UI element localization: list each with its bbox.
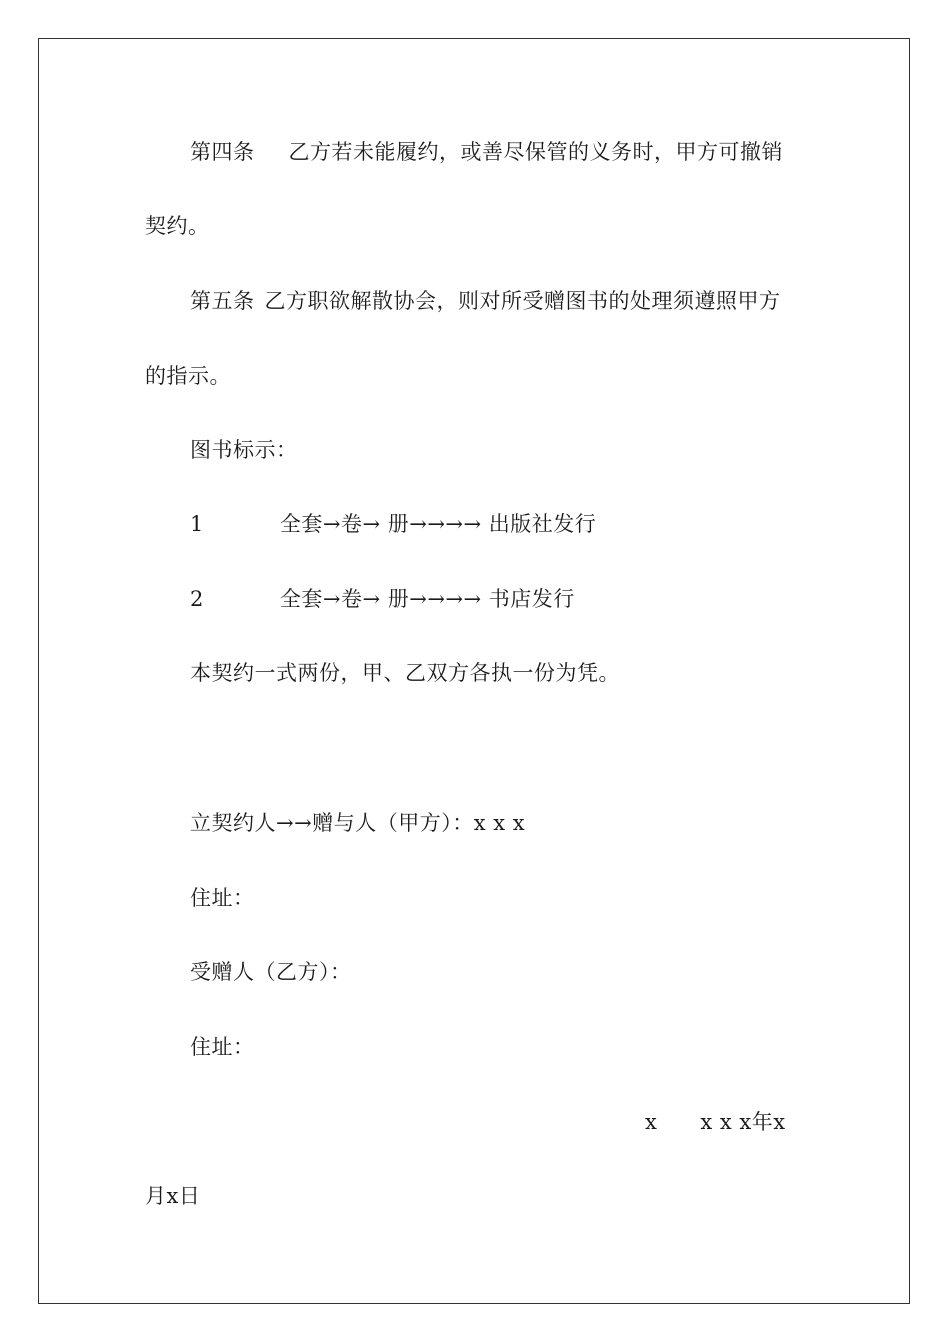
- article-4-text: 乙方若未能履约，或善尽保管的义务时，甲方可撤销: [288, 140, 783, 164]
- book-item-1-desc: 全套→卷→ 册→→→→ 出版社发行: [279, 512, 597, 536]
- book-item-1: [190, 510, 596, 538]
- article-4-label: 第四条: [190, 140, 255, 164]
- date-line-1: x x x x年x: [645, 1110, 786, 1134]
- article-4-continuation: 契约。: [145, 214, 210, 238]
- copies-clause: 本契约一式两份，甲、乙双方各执一份为凭。: [190, 661, 620, 685]
- donor-address: 住址：: [190, 886, 255, 910]
- recipient-address: 住址：: [190, 1035, 255, 1059]
- donor-signature: 立契约人→→赠与人（甲方）：x x x: [190, 811, 526, 835]
- article-5-continuation: 的指示。: [145, 364, 231, 388]
- book-item-2-desc: 全套→卷→ 册→→→→ 书店发行: [279, 587, 575, 611]
- recipient-signature: 受赠人（乙方）：: [190, 960, 352, 984]
- date-line-2: 月x日: [145, 1184, 201, 1208]
- article-4-line: [190, 138, 783, 166]
- article-5-label: 第五条: [190, 289, 255, 313]
- book-item-2: [190, 585, 575, 613]
- book-item-2-number: 2: [190, 587, 204, 611]
- article-5-text: 乙方职欲解散协会，则对所受赠图书的处理须遵照甲方: [264, 289, 781, 313]
- article-5-line: [190, 287, 781, 315]
- books-heading: 图书标示：: [190, 438, 298, 462]
- book-item-1-number: 1: [190, 512, 204, 536]
